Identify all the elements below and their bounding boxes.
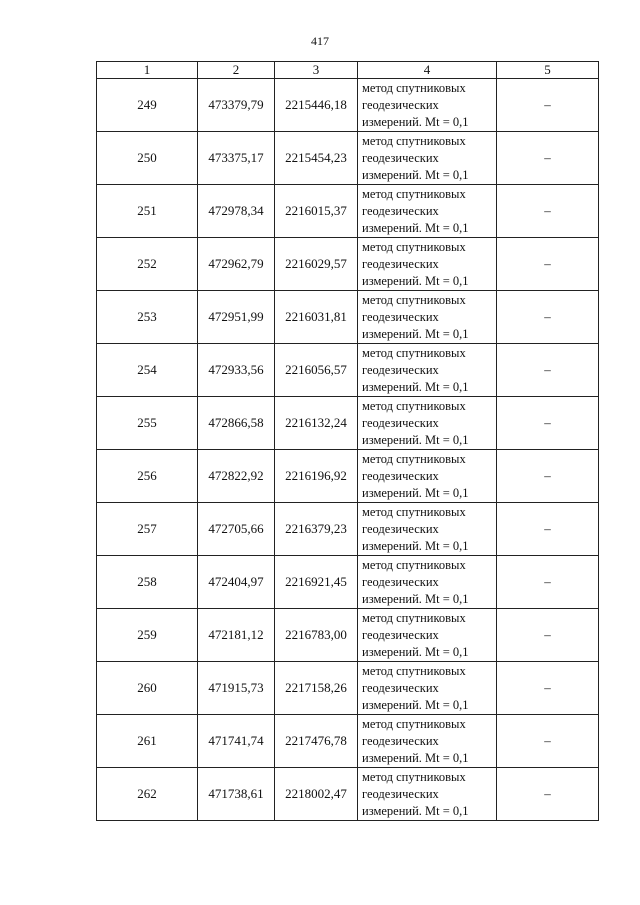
table-row — [97, 79, 599, 132]
method-line: метод спутниковых — [362, 451, 466, 466]
column-5-cell: – — [497, 291, 599, 344]
method-cell — [358, 132, 497, 185]
method-line: геодезических — [362, 309, 439, 324]
method-cell — [358, 768, 497, 821]
page-number: 417 — [311, 34, 329, 48]
method-line: измерений. Mt = 0,1 — [362, 114, 469, 129]
method-line: метод спутниковых — [362, 557, 466, 572]
header-cell-1: 1 — [97, 62, 198, 79]
method-cell — [358, 291, 497, 344]
column-5-cell: – — [497, 185, 599, 238]
method-line: измерений. Mt = 0,1 — [362, 803, 469, 818]
column-5-cell: – — [497, 609, 599, 662]
table-row — [97, 397, 599, 450]
x-coordinate-cell: 472933,56 — [198, 344, 275, 397]
method-line: метод спутниковых — [362, 716, 466, 731]
header-cell-5: 5 — [497, 62, 599, 79]
x-coordinate-cell: 473375,17 — [198, 132, 275, 185]
method-line: геодезических — [362, 733, 439, 748]
column-5-cell: – — [497, 715, 599, 768]
method-line: метод спутниковых — [362, 292, 466, 307]
method-line: измерений. Mt = 0,1 — [362, 538, 469, 553]
table-row — [97, 556, 599, 609]
table-row — [97, 344, 599, 397]
point-number-cell: 252 — [97, 238, 198, 291]
point-number-cell: 258 — [97, 556, 198, 609]
x-coordinate-cell: 471741,74 — [198, 715, 275, 768]
column-5-cell: – — [497, 79, 599, 132]
method-cell — [358, 238, 497, 291]
x-coordinate-cell: 471738,61 — [198, 768, 275, 821]
column-5-cell: – — [497, 503, 599, 556]
point-number-cell: 254 — [97, 344, 198, 397]
point-number-cell: 250 — [97, 132, 198, 185]
method-cell — [358, 450, 497, 503]
method-line: геодезических — [362, 786, 439, 801]
method-line: метод спутниковых — [362, 239, 466, 254]
x-coordinate-cell: 473379,79 — [198, 79, 275, 132]
method-cell — [358, 503, 497, 556]
method-line: метод спутниковых — [362, 663, 466, 678]
table-row — [97, 291, 599, 344]
method-line: измерений. Mt = 0,1 — [362, 591, 469, 606]
method-line: геодезических — [362, 521, 439, 536]
column-5-cell: – — [497, 238, 599, 291]
method-cell — [358, 79, 497, 132]
method-line: измерений. Mt = 0,1 — [362, 750, 469, 765]
column-5-cell: – — [497, 662, 599, 715]
method-line: измерений. Mt = 0,1 — [362, 432, 469, 447]
point-number-cell: 262 — [97, 768, 198, 821]
x-coordinate-cell: 472951,99 — [198, 291, 275, 344]
y-coordinate-cell: 2216056,57 — [275, 344, 358, 397]
table-row — [97, 238, 599, 291]
method-line: геодезических — [362, 150, 439, 165]
y-coordinate-cell: 2216196,92 — [275, 450, 358, 503]
y-coordinate-cell: 2216015,37 — [275, 185, 358, 238]
method-cell — [358, 397, 497, 450]
method-cell — [358, 715, 497, 768]
point-number-cell: 257 — [97, 503, 198, 556]
table-row — [97, 185, 599, 238]
y-coordinate-cell: 2216031,81 — [275, 291, 358, 344]
method-line: метод спутниковых — [362, 398, 466, 413]
method-line: измерений. Mt = 0,1 — [362, 220, 469, 235]
table-row — [97, 662, 599, 715]
x-coordinate-cell: 472866,58 — [198, 397, 275, 450]
method-line: геодезических — [362, 362, 439, 377]
column-5-cell: – — [497, 344, 599, 397]
y-coordinate-cell: 2216029,57 — [275, 238, 358, 291]
column-5-cell: – — [497, 768, 599, 821]
point-number-cell: 259 — [97, 609, 198, 662]
y-coordinate-cell: 2216379,23 — [275, 503, 358, 556]
method-line: измерений. Mt = 0,1 — [362, 485, 469, 500]
y-coordinate-cell: 2215446,18 — [275, 79, 358, 132]
column-5-cell: – — [497, 450, 599, 503]
point-number-cell: 253 — [97, 291, 198, 344]
method-cell — [358, 185, 497, 238]
method-line: метод спутниковых — [362, 610, 466, 625]
method-line: геодезических — [362, 468, 439, 483]
x-coordinate-cell: 472705,66 — [198, 503, 275, 556]
y-coordinate-cell: 2217158,26 — [275, 662, 358, 715]
table-row — [97, 450, 599, 503]
method-line: метод спутниковых — [362, 504, 466, 519]
x-coordinate-cell: 471915,73 — [198, 662, 275, 715]
method-line: геодезических — [362, 97, 439, 112]
method-line: измерений. Mt = 0,1 — [362, 379, 469, 394]
x-coordinate-cell: 472978,34 — [198, 185, 275, 238]
coordinates-table-body — [97, 62, 599, 821]
method-line: геодезических — [362, 203, 439, 218]
table-row — [97, 132, 599, 185]
y-coordinate-cell: 2218002,47 — [275, 768, 358, 821]
table-row — [97, 503, 599, 556]
method-line: геодезических — [362, 574, 439, 589]
y-coordinate-cell: 2217476,78 — [275, 715, 358, 768]
point-number-cell: 251 — [97, 185, 198, 238]
table-header-row — [97, 62, 599, 79]
method-line: метод спутниковых — [362, 80, 466, 95]
method-line: измерений. Mt = 0,1 — [362, 697, 469, 712]
y-coordinate-cell: 2216783,00 — [275, 609, 358, 662]
table-row — [97, 609, 599, 662]
x-coordinate-cell: 472404,97 — [198, 556, 275, 609]
method-line: измерений. Mt = 0,1 — [362, 167, 469, 182]
table-row — [97, 715, 599, 768]
column-5-cell: – — [497, 397, 599, 450]
point-number-cell: 255 — [97, 397, 198, 450]
y-coordinate-cell: 2216132,24 — [275, 397, 358, 450]
method-line: геодезических — [362, 256, 439, 271]
method-cell — [358, 662, 497, 715]
header-cell-2: 2 — [198, 62, 275, 79]
header-cell-3: 3 — [275, 62, 358, 79]
header-cell-4: 4 — [358, 62, 497, 79]
method-line: измерений. Mt = 0,1 — [362, 644, 469, 659]
point-number-cell: 249 — [97, 79, 198, 132]
column-5-cell: – — [497, 132, 599, 185]
column-5-cell: – — [497, 556, 599, 609]
point-number-cell: 261 — [97, 715, 198, 768]
method-line: измерений. Mt = 0,1 — [362, 326, 469, 341]
method-cell — [358, 556, 497, 609]
method-line: геодезических — [362, 627, 439, 642]
method-line: метод спутниковых — [362, 345, 466, 360]
point-number-cell: 256 — [97, 450, 198, 503]
x-coordinate-cell: 472181,12 — [198, 609, 275, 662]
method-line: геодезических — [362, 415, 439, 430]
x-coordinate-cell: 472822,92 — [198, 450, 275, 503]
method-line: метод спутниковых — [362, 769, 466, 784]
y-coordinate-cell: 2215454,23 — [275, 132, 358, 185]
method-line: метод спутниковых — [362, 186, 466, 201]
x-coordinate-cell: 472962,79 — [198, 238, 275, 291]
method-cell — [358, 344, 497, 397]
method-line: измерений. Mt = 0,1 — [362, 273, 469, 288]
method-line: метод спутниковых — [362, 133, 466, 148]
method-line: геодезических — [362, 680, 439, 695]
point-number-cell: 260 — [97, 662, 198, 715]
method-cell — [358, 609, 497, 662]
y-coordinate-cell: 2216921,45 — [275, 556, 358, 609]
table-row — [97, 768, 599, 821]
coordinates-table — [96, 61, 599, 821]
